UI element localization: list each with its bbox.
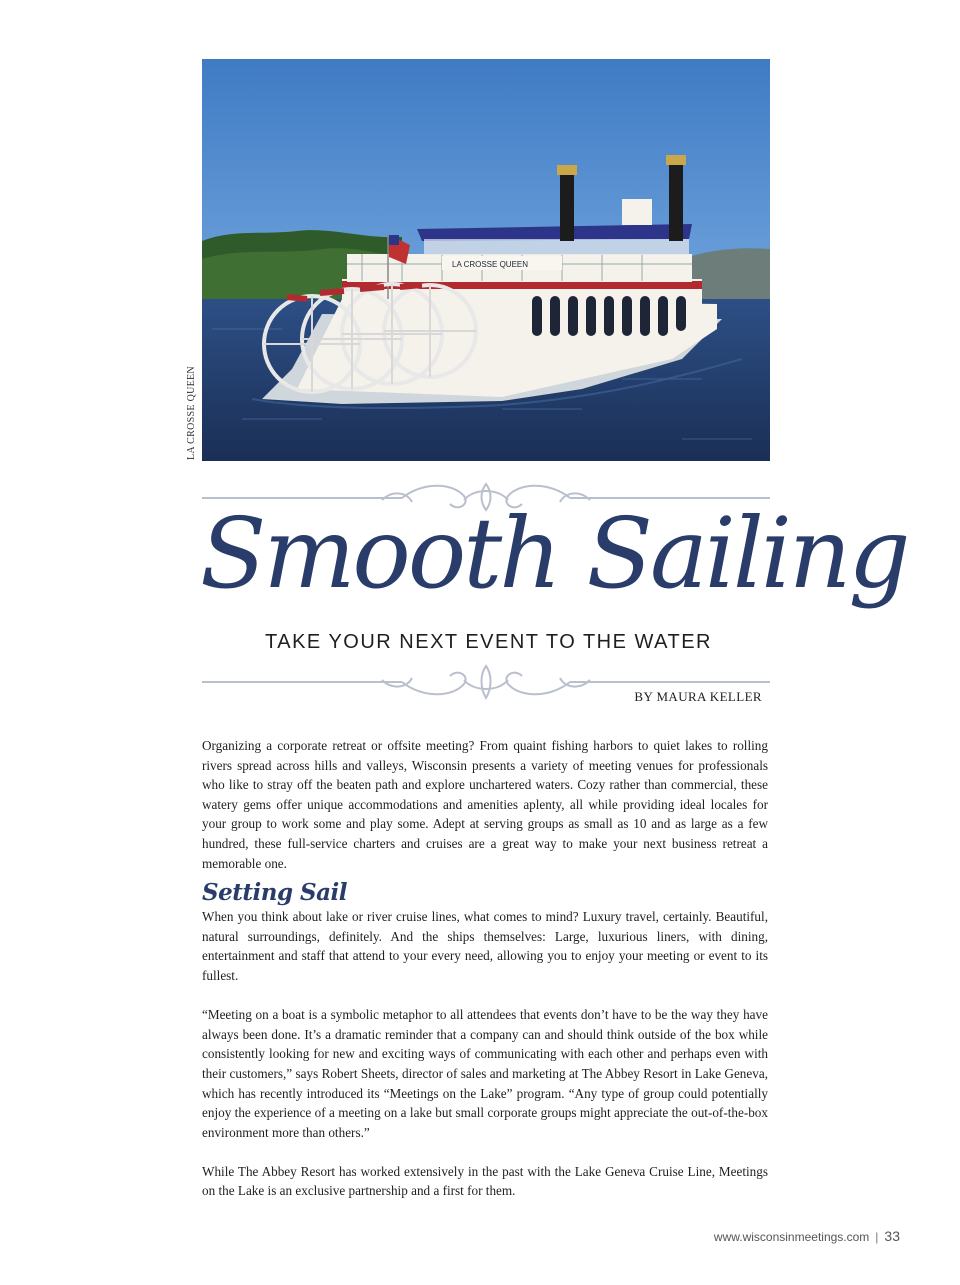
riverboat-photo: [202, 59, 770, 461]
footer-separator: |: [875, 1230, 879, 1244]
intro-paragraph: Organizing a corporate retreat or offsite meeting? From quaint fishing harbors to quiet lakes to rolling rivers spread across hills and valleys, Wisconsin presents a variety of meeting venues for professionals who like to stray off the beaten path and explore unchartered waters. Cozy rather than commercial, these watery gems offer unique accommodations and amenities aplenty, all while providing ideal locales for your group to work some and play some. Adept at serving groups as small as 10 and as large as a few hundred, these full-service charters and cruises are a great way to make your next business retreat a memorable one.: [202, 738, 768, 871]
page-number: 33: [884, 1228, 900, 1244]
article-subtitle: TAKE YOUR NEXT EVENT TO THE WATER: [265, 631, 712, 653]
boat-name-sign: LA CROSSE QUEEN: [452, 260, 529, 269]
byline: BY MAURA KELLER: [634, 689, 762, 704]
article-body: [202, 736, 768, 1201]
body-paragraph: “Meeting on a boat is a symbolic metaphor to all attendees that events don’t have to be the way they have always been done. It’s a dramatic reminder that a company can and should think outside of the box while consistently looking for new and exciting ways of communicating with each other and perhaps even with their customers,” says Robert Sheets, director of sales and marketing at The Abbey Resort in Lake Geneva, which has recently introduced its “Meetings on the Lake” program. “Any type of group could potentially enjoy the experience of a meeting on a lake but small corporate groups might appreciate the out-of-the-box environment more than others.”: [202, 1007, 768, 1140]
footer-url[interactable]: www.wisconsinmeetings.com: [713, 1230, 870, 1244]
body-paragraph: When you think about lake or river cruise lines, what comes to mind? Luxury travel, certainly. Beautiful, natural surroundings, definitely. And the ships themselves: Large, luxurious liners, with dining, entertainment and staff that attend to your every need, allowing you to enjoy your meeting or event to its fullest.: [202, 909, 768, 983]
body-paragraph: While The Abbey Resort has worked extensively in the past with the Lake Geneva Cruise Line, Meetings on the Lake is an exclusive partnership and a first for them.: [202, 1163, 768, 1199]
photo-credit: LA CROSSE QUEEN: [186, 366, 197, 460]
article-title: Smooth Sailing: [200, 497, 908, 610]
page-footer: [714, 1228, 900, 1244]
section-heading: Setting Sail: [202, 879, 348, 907]
